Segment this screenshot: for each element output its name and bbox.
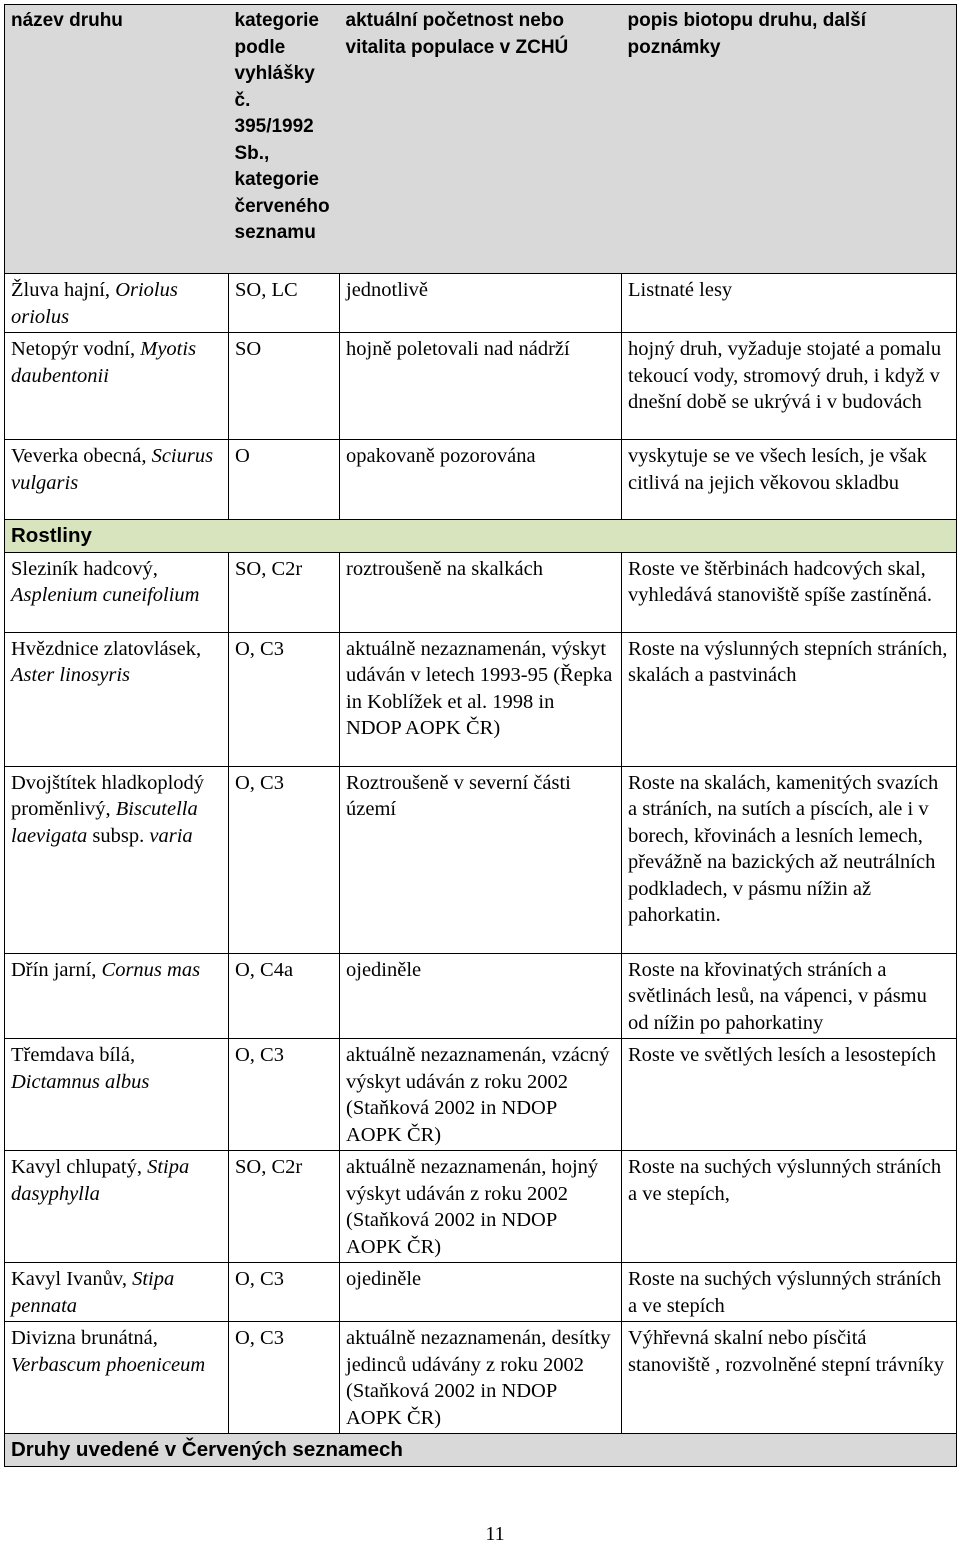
habitat-cell: vyskytuje se ve všech lesích, je však citlivá na jejich věkovou skladbu bbox=[622, 440, 957, 520]
abundance-cell: aktuálně nezaznamenán, vzácný výskyt udáván z roku 2002 (Staňková 2002 in NDOP AOPK ČR) bbox=[340, 1039, 622, 1151]
abundance-cell: ojediněle bbox=[340, 953, 622, 1039]
table-row bbox=[5, 1039, 957, 1151]
abundance-cell: hojně poletovali nad nádrží bbox=[340, 333, 622, 440]
abundance-cell: roztroušeně na skalkách bbox=[340, 552, 622, 632]
col-header-category: kategorie podle vyhlášky č. 395/1992 Sb., kategorie červeného seznamu bbox=[229, 5, 340, 274]
abundance-cell: ojediněle bbox=[340, 1263, 622, 1322]
species-name: Sleziník hadcový, Asplenium cuneifolium bbox=[5, 552, 229, 632]
table-row bbox=[5, 1322, 957, 1434]
species-name: Veverka obecná, Sciurus vulgaris bbox=[5, 440, 229, 520]
habitat-cell: Roste ve světlých lesích a lesostepích bbox=[622, 1039, 957, 1151]
table-row bbox=[5, 1263, 957, 1322]
category-cell: O, C4a bbox=[229, 953, 340, 1039]
table-row bbox=[5, 1151, 957, 1263]
species-name: Divizna brunátná, Verbascum phoeniceum bbox=[5, 1322, 229, 1434]
page-number: 11 bbox=[485, 1523, 505, 1545]
habitat-cell: Listnaté lesy bbox=[622, 274, 957, 333]
species-name: Dvojštítek hladkoplodý proměnlivý, Biscutella laevigata subsp. varia bbox=[5, 766, 229, 953]
species-name: Kavyl Ivanův, Stipa pennata bbox=[5, 1263, 229, 1322]
section-row-red-lists bbox=[5, 1434, 957, 1467]
habitat-cell: Roste na skalách, kamenitých svazích a stráních, na sutích a píscích, ale i v borech, křovinách a lesních lemech, převážně na bazických až neutrálních podkladech, v pásmu nížin až pahorkatin. bbox=[622, 766, 957, 953]
abundance-cell: aktuálně nezaznamenán, hojný výskyt udáván z roku 2002 (Staňková 2002 in NDOP AOPK ČR) bbox=[340, 1151, 622, 1263]
habitat-cell: Roste na suchých výslunných stráních a ve stepích, bbox=[622, 1151, 957, 1263]
category-cell: SO, C2r bbox=[229, 1151, 340, 1263]
table-row bbox=[5, 766, 957, 953]
table-row bbox=[5, 632, 957, 766]
category-cell: SO bbox=[229, 333, 340, 440]
species-table bbox=[4, 4, 957, 1467]
header-row bbox=[5, 5, 957, 274]
col-header-abundance: aktuální početnost nebo vitalita populace v ZCHÚ bbox=[340, 5, 622, 274]
category-cell: O, C3 bbox=[229, 1322, 340, 1434]
table-row bbox=[5, 953, 957, 1039]
abundance-cell: Roztroušeně v severní části území bbox=[340, 766, 622, 953]
category-cell: O, C3 bbox=[229, 766, 340, 953]
col-header-habitat: popis biotopu druhu, další poznámky bbox=[622, 5, 957, 274]
abundance-cell: aktuálně nezaznamenán, výskyt udáván v letech 1993-95 (Řepka in Koblížek et al. 1998 in NDOP AOPK ČR) bbox=[340, 632, 622, 766]
category-cell: O, C3 bbox=[229, 1263, 340, 1322]
table-row bbox=[5, 440, 957, 520]
table-row bbox=[5, 274, 957, 333]
habitat-cell: hojný druh, vyžaduje stojaté a pomalu tekoucí vody, stromový druh, i když v dnešní době se ukrývá i v budovách bbox=[622, 333, 957, 440]
section-row-plants bbox=[5, 520, 957, 553]
section-title: Druhy uvedené v Červených seznamech bbox=[5, 1434, 957, 1467]
species-name: Netopýr vodní, Myotis daubentonii bbox=[5, 333, 229, 440]
category-cell: O bbox=[229, 440, 340, 520]
habitat-cell: Roste na křovinatých stráních a světlinách lesů, na vápenci, v pásmu od nížin po pahorkatiny bbox=[622, 953, 957, 1039]
category-cell: SO, LC bbox=[229, 274, 340, 333]
species-name: Dřín jarní, Cornus mas bbox=[5, 953, 229, 1039]
table-row bbox=[5, 552, 957, 632]
species-name: Třemdava bílá, Dictamnus albus bbox=[5, 1039, 229, 1151]
category-cell: SO, C2r bbox=[229, 552, 340, 632]
category-cell: O, C3 bbox=[229, 1039, 340, 1151]
col-header-name: název druhu bbox=[5, 5, 229, 274]
species-name: Kavyl chlupatý, Stipa dasyphylla bbox=[5, 1151, 229, 1263]
section-title: Rostliny bbox=[5, 520, 957, 553]
species-name: Hvězdnice zlatovlásek, Aster linosyris bbox=[5, 632, 229, 766]
category-cell: O, C3 bbox=[229, 632, 340, 766]
habitat-cell: Výhřevná skalní nebo písčitá stanoviště , rozvolněné stepní trávníky bbox=[622, 1322, 957, 1434]
abundance-cell: opakovaně pozorována bbox=[340, 440, 622, 520]
habitat-cell: Roste ve štěrbinách hadcových skal, vyhledává stanoviště spíše zastíněná. bbox=[622, 552, 957, 632]
species-name: Žluva hajní, Oriolus oriolus bbox=[5, 274, 229, 333]
abundance-cell: jednotlivě bbox=[340, 274, 622, 333]
habitat-cell: Roste na suchých výslunných stráních a ve stepích bbox=[622, 1263, 957, 1322]
abundance-cell: aktuálně nezaznamenán, desítky jedinců udávány z roku 2002 (Staňková 2002 in NDOP AOPK ČR) bbox=[340, 1322, 622, 1434]
habitat-cell: Roste na výslunných stepních stráních, skalách a pastvinách bbox=[622, 632, 957, 766]
table-row bbox=[5, 333, 957, 440]
